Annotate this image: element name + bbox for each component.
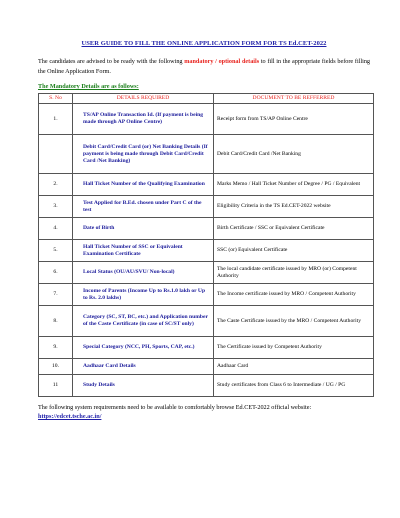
table-row: [39, 174, 374, 196]
table-row: [39, 135, 374, 174]
cell-sno: 9.: [39, 337, 73, 359]
cell-details: Income of Parents (Income Up to Rs.1.0 lakh or Up to Rs. 2.0 lakhs): [73, 284, 214, 306]
cell-details: Test Applied for B.Ed. chosen under Part C of the test: [73, 196, 214, 218]
cell-document: The Certificate issued by Competent Authority: [214, 337, 374, 359]
document-title: USER GUIDE TO FILL THE ONLINE APPLICATION FORM FOR TS Ed.CET-2022: [81, 40, 327, 47]
cell-document: Aadhaar Card: [214, 359, 374, 375]
cell-document: The local candidate certificate issued by MRO (or) Competent Authority: [214, 262, 374, 284]
cell-sno: 11: [39, 375, 73, 397]
table-row: [39, 240, 374, 262]
table-row: [39, 337, 374, 359]
cell-sno: 7.: [39, 284, 73, 306]
cell-sno: [39, 135, 73, 174]
details-table: [38, 93, 374, 397]
intro-paragraph: [38, 57, 370, 76]
footer-text: The following system requirements need to be available to comfortably browse Ed.CET-2022 official website:: [38, 404, 312, 411]
cell-details: Hall Ticket Number of the Qualifying Examination: [73, 174, 214, 196]
mandatory-heading: The Mandatory Details are as follows:: [38, 83, 139, 90]
cell-sno: 2.: [39, 174, 73, 196]
table-row: [39, 284, 374, 306]
table-row: [39, 262, 374, 284]
table-row: [39, 218, 374, 240]
header-sno: S. No: [39, 94, 73, 104]
table-row: [39, 104, 374, 135]
intro-highlight: mandatory / optional details: [184, 58, 260, 65]
cell-details: Category (SC, ST, BC, etc.) and Application number of the Caste Certificate (in case of SC/ST only): [73, 306, 214, 337]
cell-sno: 6.: [39, 262, 73, 284]
intro-text-after: to fill in the appropriate fields before filling the Online Application Form.: [38, 58, 371, 75]
cell-details: TS/AP Online Transaction Id. (If payment is being made through AP Online Centre): [73, 104, 214, 135]
cell-details: Special Category (NCC, PH, Sports, CAP, etc.): [73, 337, 214, 359]
cell-document: The Income certificate issued by MRO / Competent Authority: [214, 284, 374, 306]
cell-document: Birth Certificate / SSC or Equivalent Certificate: [214, 218, 374, 240]
cell-document: The Caste Certificate issued by the MRO / Competent Authority: [214, 306, 374, 337]
cell-document: Study certificates from Class 6 to Intermediate / UG / PG: [214, 375, 374, 397]
table-header-row: [39, 94, 374, 104]
cell-sno: 10.: [39, 359, 73, 375]
cell-details: Local Status (OU/AU/SVU/ Non-local): [73, 262, 214, 284]
cell-document: Receipt form from TS/AP Online Centre: [214, 104, 374, 135]
table-row: [39, 375, 374, 397]
cell-document: Eligibility Criteria in the TS Ed.CET-2022 website: [214, 196, 374, 218]
cell-sno: 3.: [39, 196, 73, 218]
cell-sno: 5.: [39, 240, 73, 262]
cell-details: Hall Ticket Number of SSC or Equivalent Examination Certificate: [73, 240, 214, 262]
table-row: [39, 306, 374, 337]
cell-details: Date of Birth: [73, 218, 214, 240]
cell-details: Aadhaar Card Details: [73, 359, 214, 375]
cell-details: Debit Card/Credit Card (or) Net Banking Details (If payment is being made through Debit Card/Credit Card /Net Banking): [73, 135, 214, 174]
cell-document: Marks Memo / Hall Ticket Number of Degree / PG / Equivalent: [214, 174, 374, 196]
footer-note: [38, 403, 370, 421]
table-row: [39, 359, 374, 375]
cell-sno: 4.: [39, 218, 73, 240]
intro-text-before: The candidates are advised to be ready with the following: [38, 58, 185, 65]
cell-details: Study Details: [73, 375, 214, 397]
website-link[interactable]: https://edcet.tsche.ac.in/: [38, 413, 102, 420]
header-document: DOCUMENT TO BE REFFERRED: [214, 94, 374, 104]
cell-document: Debit Card/Credit Card /Net Banking: [214, 135, 374, 174]
cell-sno: 8.: [39, 306, 73, 337]
cell-sno: 1.: [39, 104, 73, 135]
cell-document: SSC (or) Equivalent Certificate: [214, 240, 374, 262]
header-details: DETAILS REQUIRED: [73, 94, 214, 104]
table-row: [39, 196, 374, 218]
